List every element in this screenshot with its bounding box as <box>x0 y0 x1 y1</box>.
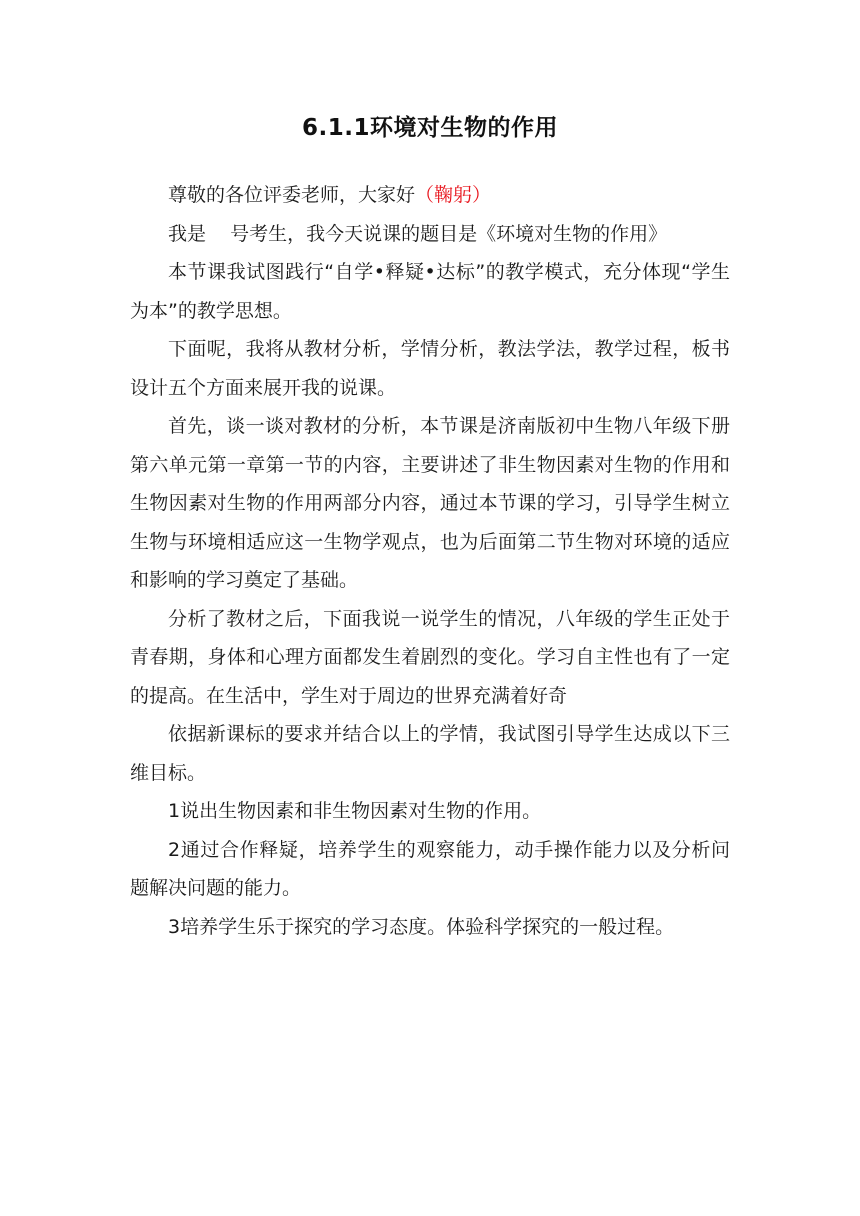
paragraph-teaching-mode: 本节课我试图践行“自学•释疑•达标”的教学模式，充分体现“学生为本”的教学思想。 <box>130 261 730 322</box>
paragraph-goal-3: 3培养学生乐于探究的学习态度。体验科学探究的一般过程。 <box>168 915 675 938</box>
paragraph-candidate-intro: 我是 号考生，我今天说课的题目是《环境对生物的作用》 <box>168 222 668 245</box>
paragraph-outline: 下面呢，我将从教材分析，学情分析，教法学法，教学过程，板书设计五个方面来展开我的说课。 <box>130 338 730 399</box>
greeting-text: 尊敬的各位评委老师，大家好 <box>168 184 416 206</box>
paragraph-student-analysis: 分析了教材之后，下面我说一说学生的情况，八年级的学生正处于青春期，身体和心理方面都发生着剧烈的变化。学习自主性也有了一定的提高。在生活中，学生对于周边的世界充满着好奇 <box>130 607 730 707</box>
paragraph-goal-2: 2通过合作释疑，培养学生的观察能力，动手操作能力以及分析问题解决问题的能力。 <box>130 838 730 899</box>
paragraph-greeting <box>130 176 730 215</box>
bow-note: （鞠躬） <box>415 184 492 206</box>
document-title: 6.1.1环境对生物的作用 <box>302 115 558 141</box>
paragraph-goal-1: 1说出生物因素和非生物因素对生物的作用。 <box>168 800 542 822</box>
paragraph-textbook-analysis: 首先，谈一谈对教材的分析，本节课是济南版初中生物八年级下册第六单元第一章第一节的内容，主要讲述了非生物因素对生物的作用和生物因素对生物的作用两部分内容，通过本节课的学习，引导学生树立生物与环境相适应这一生物学观点，也为后面第二节生物对环境的适应和影响的学习奠定了基础。 <box>130 415 730 591</box>
document-body <box>130 176 730 946</box>
paragraph-goals-intro: 依据新课标的要求并结合以上的学情，我试图引导学生达成以下三维目标。 <box>130 723 730 784</box>
